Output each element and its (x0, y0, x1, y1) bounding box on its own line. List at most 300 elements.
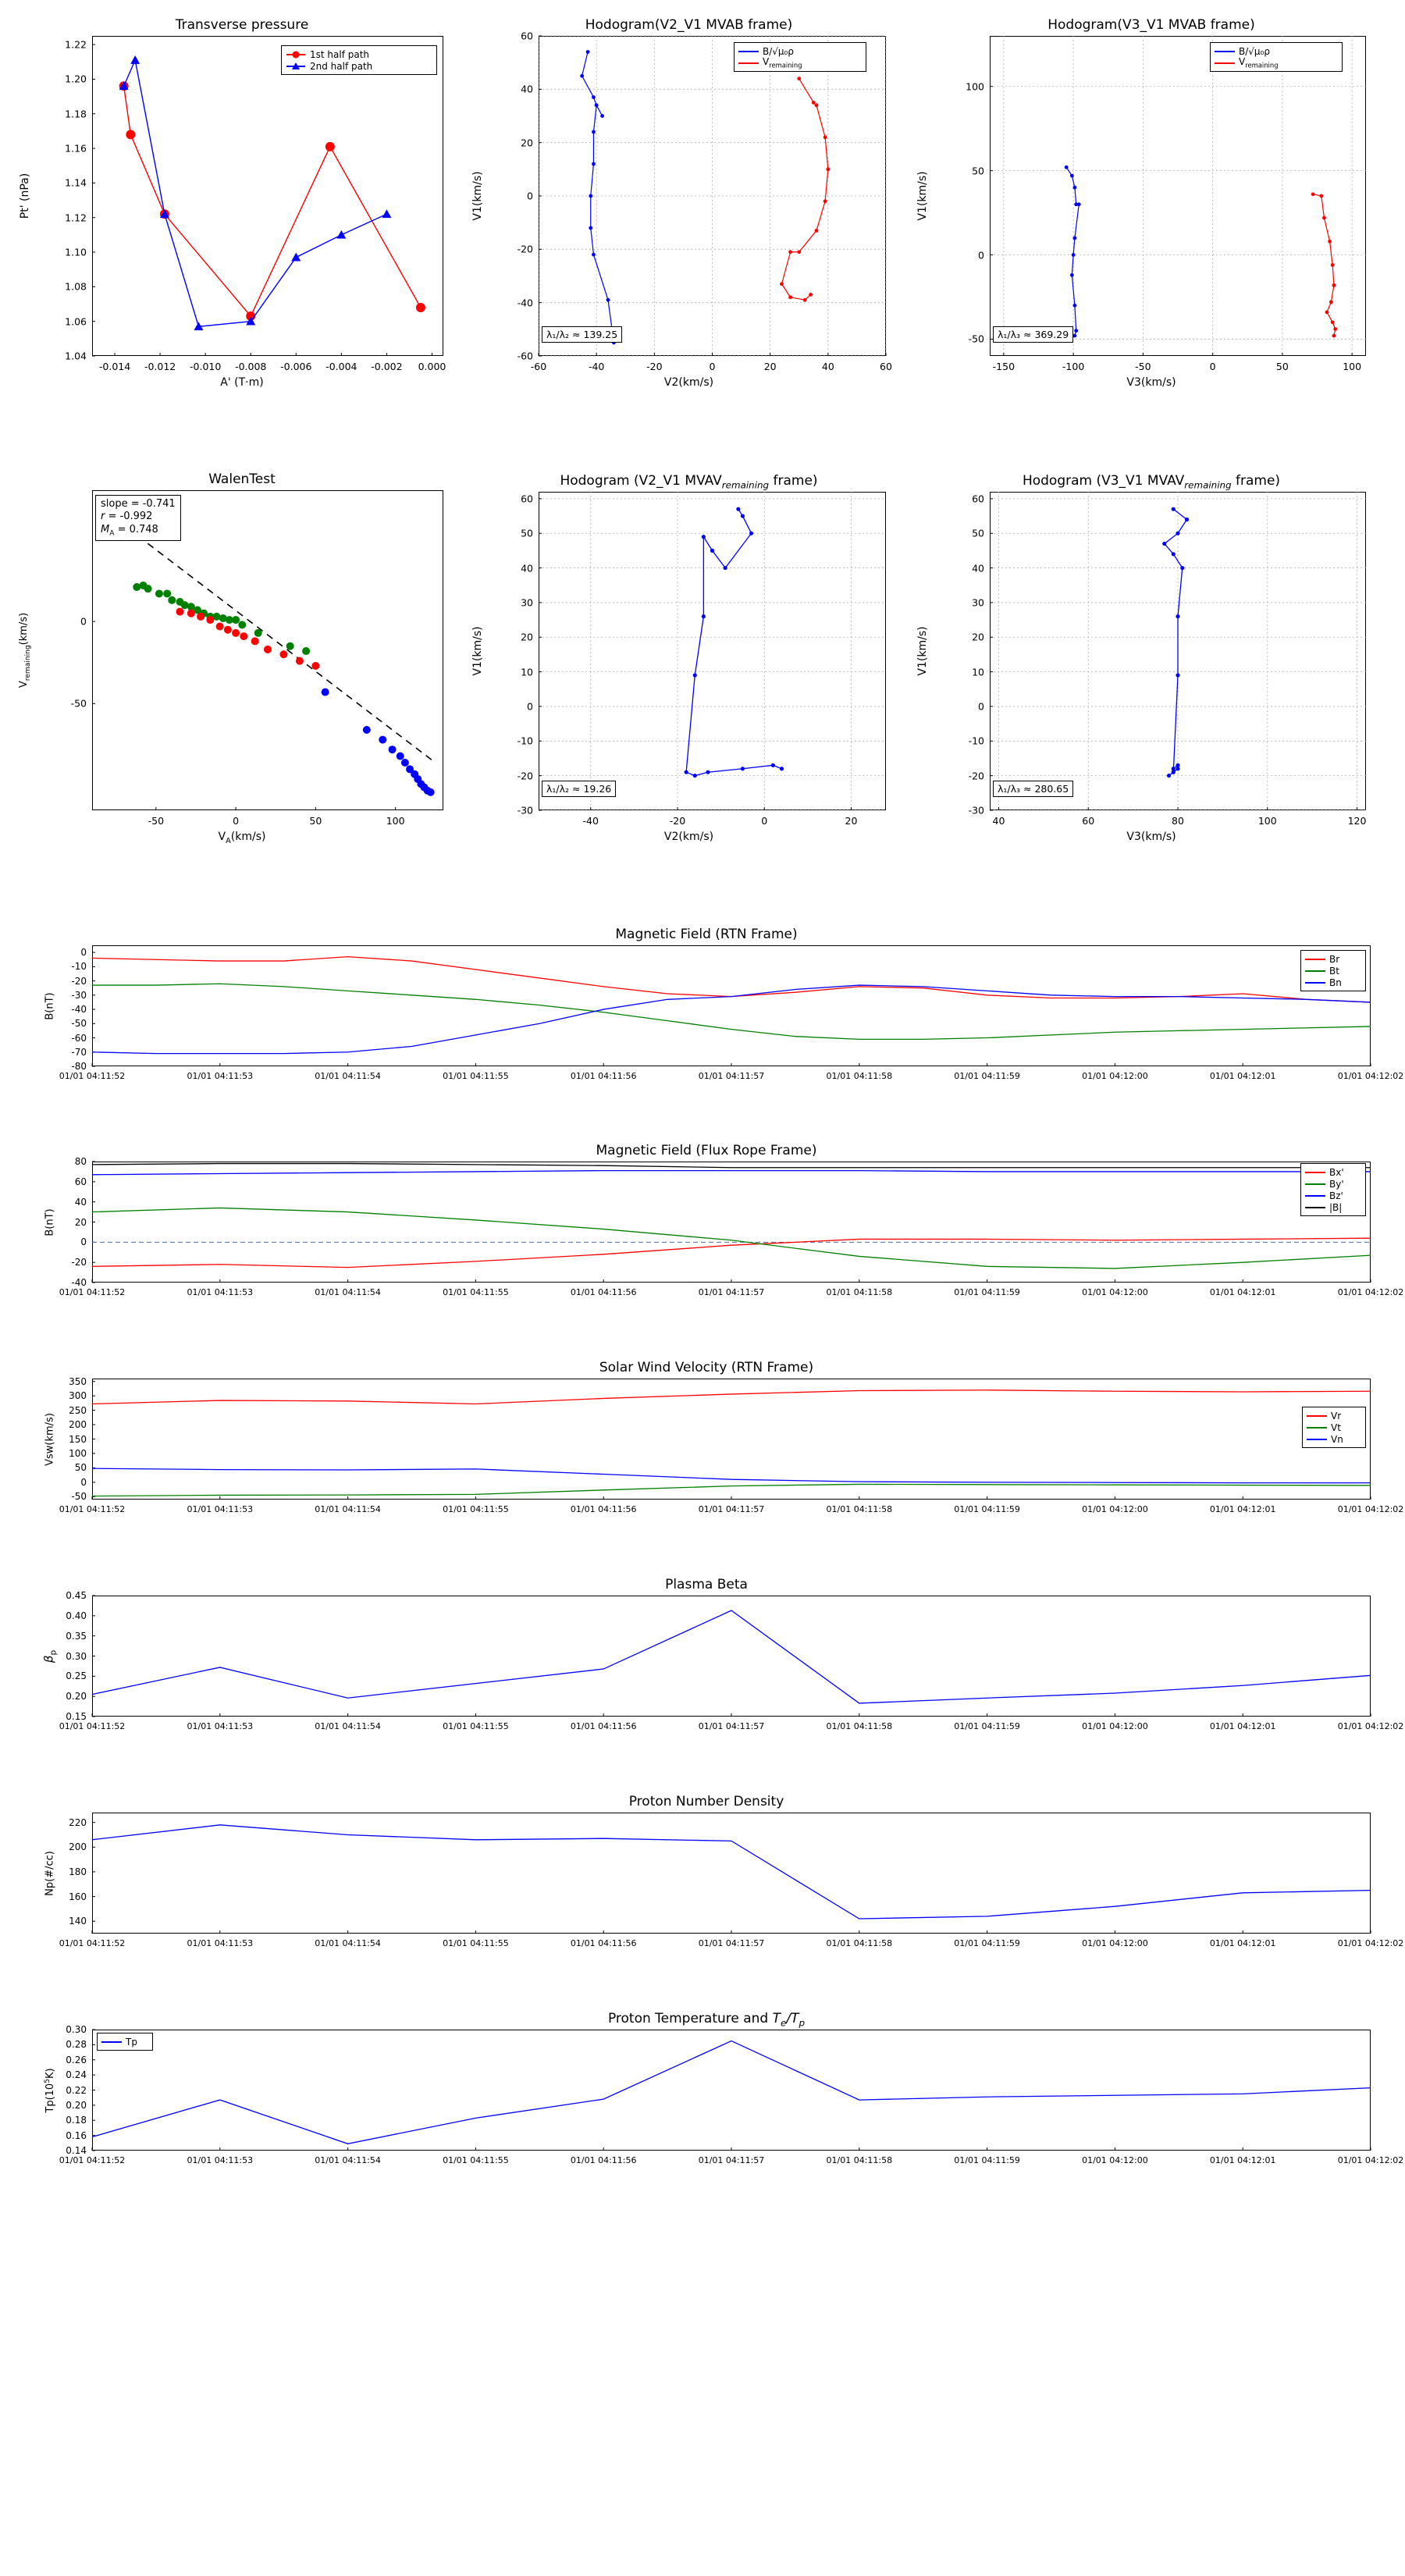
magnetic-field-flux-rope-title: Magnetic Field (Flux Rope Frame) (596, 1143, 817, 1158)
y-tick-label: 50 (74, 1462, 87, 1474)
y-tick-label: 0.25 (66, 1670, 87, 1682)
hodogram-v3v1-mvav-plot-area (921, 468, 1382, 859)
y-tick-label: 0.16 (66, 2129, 87, 2141)
magnetic-field-flux-rope-panel (31, 1141, 1404, 1309)
legend (1300, 1163, 1366, 1216)
y-tick-label: 0 (80, 1476, 87, 1488)
y-tick-label: 0 (527, 700, 533, 713)
y-tick-label: -20 (517, 770, 533, 782)
y-tick-label: 50 (521, 527, 533, 539)
x-tick-label: 01/01 04:12:00 (1082, 1504, 1148, 1514)
legend-line (1305, 1172, 1325, 1173)
x-tick-label: -20 (669, 815, 686, 827)
legend-line (1215, 51, 1235, 52)
solar-wind-velocity-rtn-panel (31, 1358, 1404, 1526)
legend-item (1307, 1433, 1361, 1445)
grid (990, 36, 1366, 356)
transverse-pressure-panel (19, 14, 461, 404)
y-tick-label: -30 (517, 804, 533, 817)
x-tick-label: 01/01 04:12:02 (1337, 1071, 1404, 1081)
x-tick-label: 01/01 04:11:58 (826, 1071, 893, 1081)
x-tick-label: -40 (582, 815, 599, 827)
x-tick-label: 01/01 04:11:54 (315, 1938, 381, 1948)
x-tick-label: 0 (233, 815, 240, 827)
x-tick-label: 01/01 04:11:53 (187, 2155, 254, 2165)
proton-temperature-title: Proton Temperature and $T_e/T_p$ (607, 2011, 806, 2029)
legend-label: Vr (1331, 1410, 1342, 1421)
series-markers (119, 55, 392, 330)
x-tick-label: 01/01 04:11:53 (187, 1071, 254, 1081)
x-axis-label: V2(km/s) (663, 376, 714, 389)
y-tick-label: 1.08 (65, 280, 87, 293)
y-tick-label: 0.40 (66, 1610, 87, 1621)
legend (1210, 42, 1343, 72)
proton-temperature-panel (31, 2009, 1404, 2177)
x-tick-label: 01/01 04:11:52 (59, 1938, 126, 1948)
series-markers (322, 688, 435, 796)
legend-item (286, 48, 432, 60)
series-line (92, 1484, 1371, 1496)
hodogram-v2v1-mvav-plot-area (476, 468, 902, 859)
legend-label: $V_{remaining}$ (1239, 56, 1279, 69)
legend-label: Vt (1331, 1421, 1341, 1433)
x-tick-label: 01/01 04:12:01 (1209, 1071, 1276, 1081)
x-tick-label: 01/01 04:11:59 (954, 1071, 1020, 1081)
y-tick-label: 0.14 (66, 2145, 87, 2156)
x-tick-label: 40 (992, 815, 1005, 827)
y-axis-label: B(nT) (44, 991, 56, 1020)
x-tick-label: 01/01 04:11:52 (59, 1287, 126, 1297)
series-line (92, 957, 1371, 1002)
y-tick-label: 100 (69, 1447, 87, 1459)
y-tick-label: -40 (517, 297, 533, 309)
x-tick-label: 01/01 04:11:59 (954, 1938, 1020, 1948)
legend-item (1305, 965, 1361, 977)
x-tick-label: 01/01 04:11:55 (443, 1721, 509, 1731)
proton-number-density-panel (31, 1792, 1404, 1960)
x-tick-label: 01/01 04:12:01 (1209, 1287, 1276, 1297)
y-tick-label: 60 (972, 493, 984, 505)
x-tick-label: 01/01 04:11:56 (570, 1721, 637, 1731)
x-tick-label: 40 (821, 361, 834, 372)
stat-r: r = -0.992 (101, 511, 153, 523)
series-markers (1065, 165, 1081, 338)
legend-label: $V_{remaining}$ (763, 56, 802, 69)
legend-label: B/√μ₀ρ (1239, 45, 1270, 57)
legend-item (101, 2036, 148, 2048)
fit-line (108, 513, 435, 763)
x-tick-label: 0.000 (418, 361, 446, 372)
y-axis-label: V1(km/s) (471, 171, 484, 221)
x-tick-label: -0.008 (235, 361, 267, 372)
y-tick-label: 200 (69, 1841, 87, 1853)
y-tick-label: 40 (521, 83, 533, 95)
legend-line (1307, 1415, 1327, 1417)
x-tick-label: 01/01 04:11:53 (187, 1504, 254, 1514)
x-tick-label: 50 (309, 815, 322, 827)
y-tick-label: 250 (69, 1404, 87, 1416)
x-axis-label: V3(km/s) (1126, 831, 1176, 843)
series-line (92, 1468, 1371, 1482)
y-axis-label: $\beta_p$ (41, 1649, 59, 1663)
legend (97, 2033, 153, 2051)
legend-label: Bz' (1329, 1190, 1343, 1201)
y-tick-label: 1.18 (65, 108, 87, 120)
x-tick-label: -50 (148, 815, 165, 827)
y-tick-label: 1.14 (65, 176, 87, 189)
y-tick-label: 20 (521, 631, 533, 643)
annotation: λ₁/λ₂ ≈ 139.25 (542, 326, 622, 343)
y-tick-label: -40 (71, 1004, 87, 1016)
legend (1302, 1407, 1366, 1448)
series-markers (133, 582, 310, 655)
legend-label: 1st half path (310, 48, 370, 60)
y-tick-label: -20 (71, 1257, 87, 1268)
y-tick-label: 40 (521, 562, 533, 575)
y-tick-label: -30 (968, 804, 984, 817)
walen-test-title: WalenTest (208, 471, 276, 487)
x-tick-label: -0.002 (371, 361, 403, 372)
legend-line (1305, 1183, 1325, 1185)
x-tick-label: 01/01 04:12:02 (1337, 1287, 1404, 1297)
y-tick-label: 300 (69, 1390, 87, 1402)
x-tick-label: 01/01 04:12:02 (1337, 1504, 1404, 1514)
hodogram-v2v1-mvab-title: Hodogram(V2_V1 MVAB frame) (585, 17, 793, 33)
x-tick-label: 01/01 04:12:00 (1082, 2155, 1148, 2165)
x-tick-label: -150 (992, 361, 1016, 372)
x-tick-label: 01/01 04:11:56 (570, 2155, 637, 2165)
y-tick-label: 220 (69, 1816, 87, 1828)
series-line (1165, 509, 1187, 775)
walen-test-plot-area (23, 468, 461, 859)
y-tick-label: -50 (968, 333, 984, 345)
x-tick-label: 01/01 04:12:01 (1209, 2155, 1276, 2165)
x-tick-label: 01/01 04:11:57 (698, 1721, 765, 1731)
x-axis-label: A' (T·m) (220, 376, 264, 389)
annotation: λ₁/λ₃ ≈ 280.65 (993, 781, 1073, 797)
series-line (92, 985, 1371, 1054)
legend-item (1305, 1178, 1361, 1190)
x-axis-label: V2(km/s) (663, 831, 714, 843)
proton-number-density-plot-area (31, 1792, 1382, 1960)
legend-marker (286, 62, 306, 71)
y-tick-label: 350 (69, 1375, 87, 1387)
x-tick-label: 01/01 04:11:59 (954, 1287, 1020, 1297)
series-line (124, 86, 421, 316)
y-tick-label: 180 (69, 1866, 87, 1877)
x-tick-label: 01/01 04:12:01 (1209, 1504, 1276, 1514)
legend-label: Tp (126, 2036, 137, 2048)
y-tick-label: -20 (71, 975, 87, 987)
legend-line (1307, 1427, 1327, 1429)
legend-line (1307, 1439, 1327, 1440)
y-tick-label: 0.20 (66, 1691, 87, 1703)
x-tick-label: 20 (845, 815, 858, 827)
legend-item (1307, 1410, 1361, 1421)
legend-item (1305, 1201, 1361, 1213)
x-tick-label: 01/01 04:11:55 (443, 1071, 509, 1081)
series-line (92, 2041, 1371, 2144)
x-tick-label: -0.006 (280, 361, 312, 372)
series-line (92, 1390, 1371, 1404)
x-tick-label: -0.014 (98, 361, 131, 372)
series-line (92, 1171, 1371, 1175)
y-tick-label: -10 (517, 735, 533, 747)
x-tick-label: 01/01 04:11:58 (826, 1938, 893, 1948)
y-tick-label: 50 (972, 165, 984, 177)
x-tick-label: -0.010 (190, 361, 222, 372)
legend-marker (286, 50, 306, 59)
x-tick-label: -60 (530, 361, 547, 372)
series-line (1066, 167, 1079, 336)
y-axis-label: V1(km/s) (916, 171, 929, 221)
legend-line (738, 51, 759, 52)
legend-label: 2nd half path (310, 60, 373, 72)
x-tick-label: 0 (761, 815, 768, 827)
y-tick-label: 200 (69, 1419, 87, 1431)
y-tick-label: 40 (74, 1196, 87, 1208)
legend-item (738, 57, 862, 69)
x-tick-label: 0 (1209, 361, 1216, 372)
x-tick-label: 01/01 04:11:59 (954, 1504, 1020, 1514)
y-tick-label: -40 (71, 1277, 87, 1288)
x-tick-label: 01/01 04:11:57 (698, 1071, 765, 1081)
legend-line (101, 2041, 122, 2043)
x-tick-label: 01/01 04:12:01 (1209, 1721, 1276, 1731)
x-tick-label: 01/01 04:11:55 (443, 1504, 509, 1514)
legend-label: Bx' (1329, 1166, 1344, 1178)
y-tick-label: -80 (71, 1061, 87, 1072)
x-tick-label: 01/01 04:11:55 (443, 1287, 509, 1297)
legend-item (1305, 1166, 1361, 1178)
legend-label: |B| (1329, 1201, 1343, 1213)
hodogram-v2v1-mvab-plot-area (476, 14, 902, 404)
series-markers (119, 81, 425, 321)
legend (734, 42, 866, 72)
x-tick-label: 01/01 04:11:56 (570, 1504, 637, 1514)
magnetic-field-rtn-plot-area (31, 925, 1382, 1093)
y-tick-label: 1.06 (65, 315, 87, 328)
y-tick-label: 20 (74, 1216, 87, 1228)
series-line (92, 984, 1371, 1039)
x-tick-label: 01/01 04:12:02 (1337, 1721, 1404, 1731)
series-line (124, 60, 387, 326)
y-tick-label: 60 (521, 30, 533, 42)
y-tick-label: -10 (968, 735, 984, 747)
y-tick-label: 30 (521, 596, 533, 609)
y-tick-label: 0 (527, 190, 533, 202)
y-axis-label: V1(km/s) (916, 626, 929, 676)
x-tick-label: 01/01 04:11:53 (187, 1721, 254, 1731)
y-tick-label: 1.10 (65, 246, 87, 258)
y-tick-label: -20 (517, 243, 533, 255)
hodogram-v2v1-mvav-panel (471, 468, 902, 859)
y-tick-label: 30 (972, 596, 984, 609)
x-tick-label: 01/01 04:11:54 (315, 1721, 381, 1731)
legend-item (1215, 57, 1338, 69)
x-tick-label: 01/01 04:12:02 (1337, 1938, 1404, 1948)
legend-label: B/√μ₀ρ (763, 45, 794, 57)
hodogram-v2v1-mvav-title: Hodogram (V2_V1 $MVAV_{remaining}$ frame) (560, 473, 818, 491)
plasma-beta-plot-area (31, 1575, 1382, 1743)
y-tick-label: -70 (71, 1046, 87, 1058)
series-line (686, 509, 781, 775)
y-tick-label: 150 (69, 1433, 87, 1445)
x-tick-label: 01/01 04:12:00 (1082, 1287, 1148, 1297)
series-line (92, 1164, 1371, 1168)
y-tick-label: 1.04 (65, 350, 87, 362)
magnetic-field-rtn-title: Magnetic Field (RTN Frame) (615, 927, 798, 942)
x-tick-label: 01/01 04:11:52 (59, 1071, 126, 1081)
y-tick-label: 0.22 (66, 2084, 87, 2096)
x-tick-label: 01/01 04:12:00 (1082, 1721, 1148, 1731)
annotation: λ₁/λ₂ ≈ 19.26 (542, 781, 616, 797)
x-tick-label: 01/01 04:12:01 (1209, 1938, 1276, 1948)
y-tick-label: 10 (972, 666, 984, 678)
y-tick-label: 0.45 (66, 1590, 87, 1601)
x-tick-label: 01/01 04:11:59 (954, 2155, 1020, 2165)
series-markers (176, 608, 320, 670)
hodogram-v3v1-mvab-panel (916, 14, 1382, 404)
y-tick-label: 20 (521, 137, 533, 149)
x-tick-label: 01/01 04:12:02 (1337, 2155, 1404, 2165)
legend-item (738, 45, 862, 57)
magnetic-field-flux-rope-plot-area (31, 1141, 1382, 1309)
x-tick-label: 80 (1172, 815, 1184, 827)
y-tick-label: -30 (71, 989, 87, 1001)
y-tick-label: -60 (517, 350, 533, 362)
y-tick-label: 0.30 (66, 1650, 87, 1662)
x-tick-label: 60 (1082, 815, 1095, 827)
legend-line (1305, 982, 1325, 984)
legend-label: Vn (1331, 1433, 1343, 1445)
y-tick-label: 0 (80, 947, 87, 959)
y-tick-label: -50 (71, 1018, 87, 1030)
x-tick-label: 01/01 04:11:57 (698, 1938, 765, 1948)
y-tick-label: 0.20 (66, 2099, 87, 2111)
y-tick-label: -20 (968, 770, 984, 782)
y-axis-label: B(nT) (44, 1208, 56, 1236)
hodogram-v2v1-mvab-panel (471, 14, 902, 404)
y-tick-label: 0.18 (66, 2115, 87, 2126)
legend-item (1305, 977, 1361, 988)
x-tick-label: 01/01 04:11:55 (443, 2155, 509, 2165)
x-tick-label: 120 (1347, 815, 1367, 827)
x-tick-label: -20 (646, 361, 663, 372)
y-tick-label: 0 (978, 700, 984, 713)
x-tick-label: 01/01 04:11:52 (59, 1721, 126, 1731)
y-tick-label: 0.30 (66, 2024, 87, 2035)
x-tick-label: 01/01 04:11:52 (59, 1504, 126, 1514)
y-tick-label: -50 (71, 1491, 87, 1503)
series-line (782, 79, 828, 301)
x-tick-label: 0 (709, 361, 716, 372)
x-tick-label: 01/01 04:11:58 (826, 1721, 893, 1731)
x-tick-label: 01/01 04:11:53 (187, 1287, 254, 1297)
x-tick-label: -0.004 (325, 361, 357, 372)
x-tick-label: 100 (1257, 815, 1277, 827)
series-markers (780, 76, 830, 301)
legend-label: Bt (1329, 965, 1339, 977)
y-tick-label: 1.22 (65, 38, 87, 51)
series-line (92, 1610, 1371, 1703)
x-tick-label: -0.012 (144, 361, 176, 372)
y-tick-label: -50 (70, 697, 87, 710)
hodogram-v3v1-mvav-title: Hodogram (V3_V1 $MVAV_{remaining}$ frame) (1022, 473, 1281, 491)
x-tick-label: 01/01 04:11:54 (315, 1504, 381, 1514)
y-tick-label: 80 (74, 1156, 87, 1167)
x-tick-label: 01/01 04:11:59 (954, 1721, 1020, 1731)
x-tick-label: 01/01 04:11:56 (570, 1938, 637, 1948)
y-axis-label: Vsw(km/s) (44, 1412, 56, 1466)
legend-item (1215, 45, 1338, 57)
hodogram-v3v1-mvav-panel (916, 468, 1382, 859)
y-tick-label: 0.28 (66, 2039, 87, 2051)
y-tick-label: 0 (80, 615, 87, 628)
y-tick-label: 160 (69, 1891, 87, 1902)
proton-number-density-title: Proton Number Density (628, 1794, 784, 1809)
x-tick-label: 01/01 04:11:52 (59, 2155, 126, 2165)
y-tick-label: 60 (521, 493, 533, 505)
legend-line (1305, 970, 1325, 972)
stat-slope: slope = -0.741 (101, 498, 176, 510)
x-tick-label: 01/01 04:11:58 (826, 1287, 893, 1297)
x-tick-label: 100 (386, 815, 405, 827)
stats-box (95, 495, 181, 541)
x-axis-label: $V_A(km/s)$ (218, 831, 266, 845)
legend-line (1305, 1195, 1325, 1197)
y-axis-label: V1(km/s) (471, 626, 484, 676)
y-tick-label: 0 (978, 249, 984, 262)
y-axis-label: $V_{remaining}(km/s)$ (18, 612, 32, 688)
legend-line (1305, 959, 1325, 960)
x-tick-label: 01/01 04:12:00 (1082, 1071, 1148, 1081)
series-line (92, 1208, 1371, 1268)
solar-wind-velocity-rtn-plot-area (31, 1358, 1382, 1526)
legend-label: By' (1329, 1178, 1344, 1190)
x-tick-label: 01/01 04:11:55 (443, 1938, 509, 1948)
legend (281, 45, 437, 75)
x-tick-label: 01/01 04:11:54 (315, 1071, 381, 1081)
legend-item (1305, 1190, 1361, 1201)
plasma-beta-title: Plasma Beta (665, 1577, 748, 1592)
y-tick-label: -10 (71, 961, 87, 973)
y-tick-label: 20 (972, 631, 984, 643)
y-tick-label: 1.20 (65, 73, 87, 85)
y-tick-label: 10 (521, 666, 533, 678)
legend-item (1307, 1421, 1361, 1433)
x-tick-label: -40 (588, 361, 605, 372)
walen-test-panel (18, 468, 461, 859)
stat-ma: $M_A = 0.748$ (101, 523, 158, 538)
transverse-pressure-title: Transverse pressure (175, 17, 309, 33)
legend-item (1305, 953, 1361, 965)
y-tick-label: 0.26 (66, 2054, 87, 2065)
x-tick-label: 01/01 04:11:54 (315, 1287, 381, 1297)
y-axis-label: Pt' (nPa) (19, 173, 31, 219)
x-tick-label: 01/01 04:11:54 (315, 2155, 381, 2165)
legend-line (1305, 1207, 1325, 1208)
y-tick-label: 1.12 (65, 212, 87, 224)
x-tick-label: 01/01 04:11:58 (826, 1504, 893, 1514)
legend-label: Bn (1329, 977, 1342, 988)
legend-line (738, 62, 759, 64)
x-tick-label: 01/01 04:11:57 (698, 1504, 765, 1514)
y-tick-label: 60 (74, 1176, 87, 1187)
x-tick-label: 01/01 04:11:58 (826, 2155, 893, 2165)
y-tick-label: 40 (972, 562, 984, 575)
series-markers (580, 50, 616, 344)
